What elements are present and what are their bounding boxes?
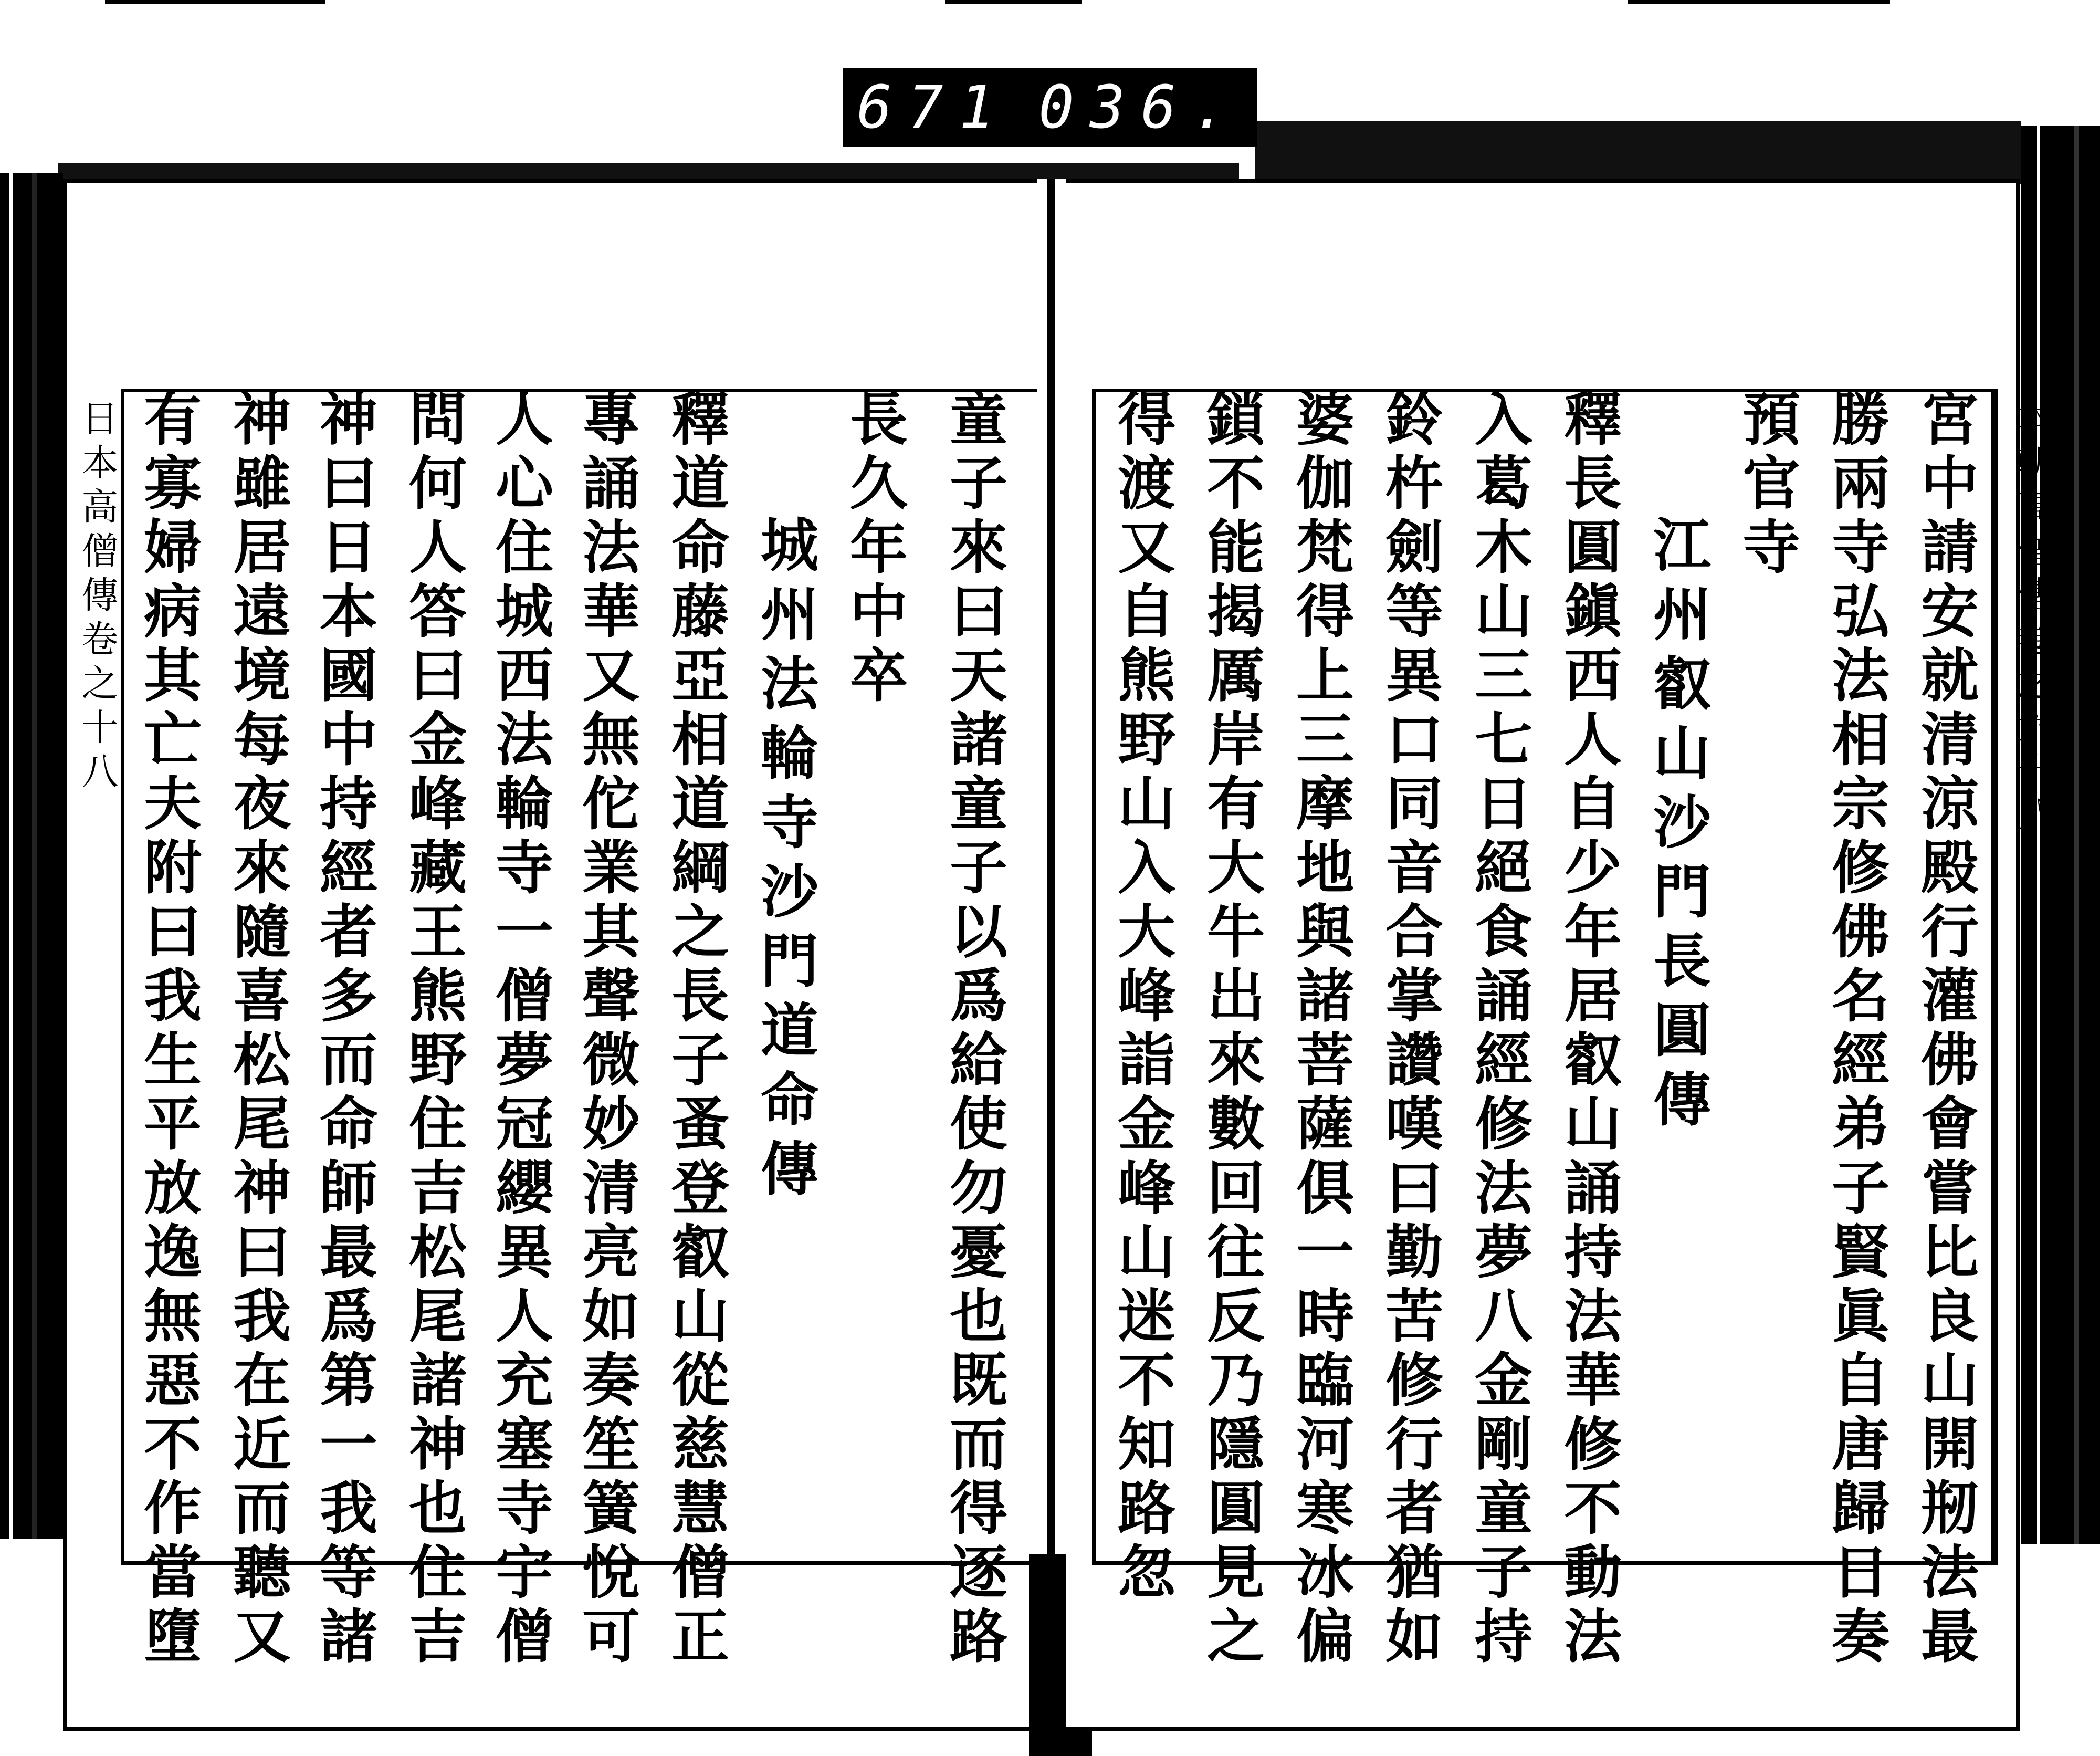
right-column-10: 得渡又自熊野山入大峰詣金峰山迷不知路忽 [1108,389,1176,1606]
left-column-5: 專誦法華又無佗業其聲微妙清亮如奏笙簧悅可 [573,389,640,1670]
right-sidebar-text: 本朝高僧傳卷之六十八 [2010,399,2053,840]
right-column-6: 入葛木山三七日絕食誦經修法夢八金剛童子持 [1465,389,1533,1670]
scan-edge-mark [1628,0,1890,4]
left-column-8: 神曰日本國中持經者多而命師最爲第一我等諸 [310,389,378,1670]
film-frame-number: 036. [1038,74,1243,142]
right-column-3: 預官寺 [1733,389,1801,581]
left-column-1: 童子來曰天諸童子以爲給使勿憂也既而得逐路 [940,389,1008,1670]
right-column-2: 勝兩寺弘法相宗修佛名經弟子賢眞自唐歸日奏 [1822,389,1890,1670]
right-column-8: 婆伽梵得上三摩地與諸菩薩俱一時臨河寒冰偏 [1287,389,1354,1670]
right-column-9: 鎖不能揭厲岸有大牛出來數回往反乃隱圓見之 [1198,389,1265,1670]
left-column-10: 有寡婦病其亡夫附曰我生平放逸無惡不作當墮 [134,389,202,1670]
left-column-9: 神雖居遠境每夜來隨喜松尾神曰我在近而聽又 [224,389,291,1670]
right-page-sidebar-title [2006,399,2059,840]
left-sidebar-text: 日本高僧傳卷之十八 [76,399,119,796]
scan-edge-left [0,173,63,1539]
scan-edge-mark [945,0,1082,4]
left-column-2: 長久年中卒 [841,389,908,709]
left-column-4: 釋道命藤亞相道綱之長子蚤登叡山從慈慧僧正 [662,389,730,1670]
scan-edge-mark [105,0,326,4]
film-reel-number: 671 [856,74,1011,142]
left-column-6: 人心住城西法輪寺一僧夢冠纓異人充塞寺宇僧 [486,389,554,1670]
left-section-heading: 城州法輪寺沙門道命傳 [751,515,819,1208]
left-column-7: 問何人答曰金峰藏王熊野住吉松尾諸神也住吉 [400,389,467,1670]
left-page-sidebar-title [71,399,124,796]
right-margin-rule [1995,389,1998,1565]
right-column-7: 鈴杵劍等異口同音合掌讚嘆曰勤苦修行者猶如 [1376,389,1444,1670]
right-section-heading: 江州叡山沙門長圓傳 [1644,515,1712,1138]
right-column-1: 宮中請安就清涼殿行灌佛會嘗比良山開剏法最 [1912,389,1979,1670]
film-label [843,68,1257,147]
scan-shadow [1255,121,2021,184]
right-column-5: 釋長圓鎭西人自少年居叡山誦持法華修不動法 [1555,389,1622,1670]
